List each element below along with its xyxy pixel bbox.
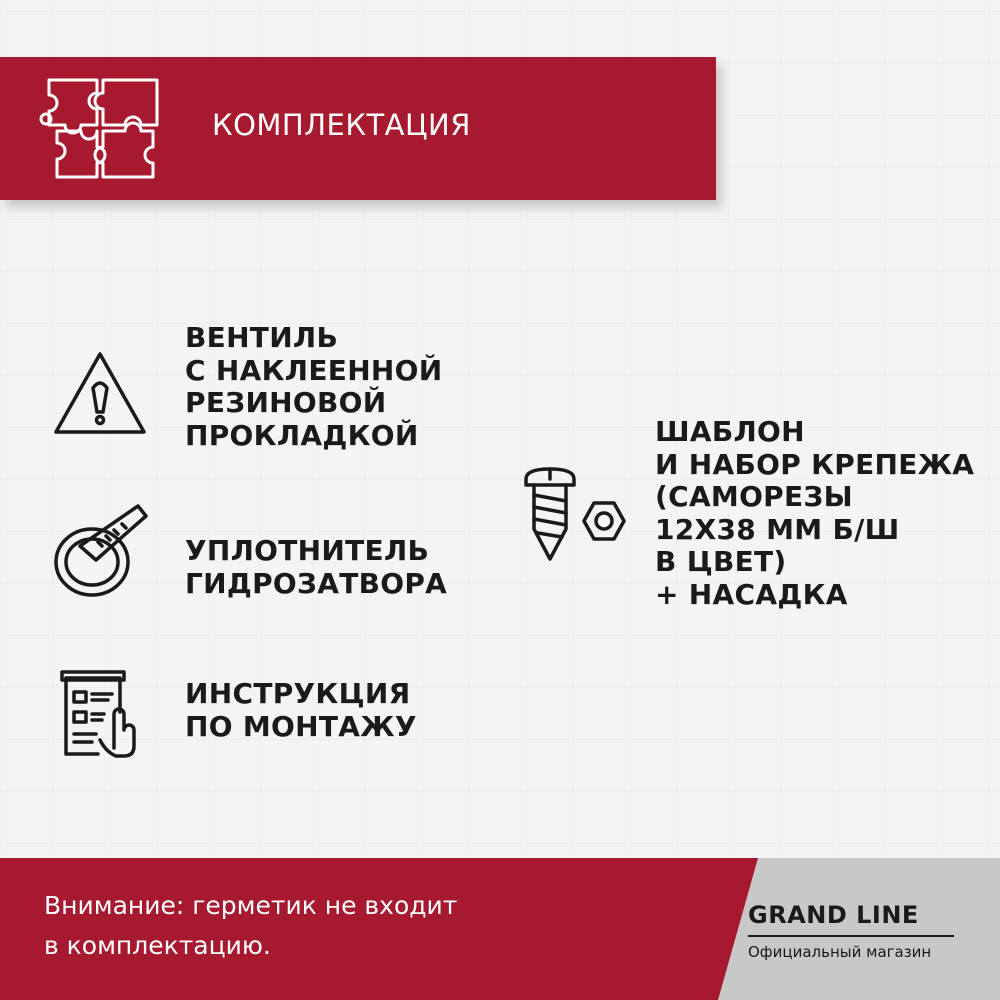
item-fasteners-text — [655, 416, 974, 611]
item-seal-text — [185, 535, 447, 600]
footer-note-line: Внимание: герметик не входит — [44, 891, 458, 920]
item-instruction-line: ПО МОНТАЖУ — [185, 709, 417, 743]
item-instruction-text — [185, 678, 417, 743]
item-valve-line: ПРОКЛАДКОЙ — [185, 418, 419, 452]
brand-underline — [748, 935, 954, 937]
item-seal-line: ГИДРОЗАТВОРА — [185, 566, 448, 600]
item-fasteners-line: (САМОРЕЗЫ — [655, 480, 853, 513]
item-valve-text — [185, 322, 443, 452]
item-fasteners-line: + НАСАДКА — [655, 577, 848, 611]
item-instruction-line: ИНСТРУКЦИЯ — [185, 677, 411, 710]
item-valve-line: ВЕНТИЛЬ — [185, 321, 339, 354]
item-seal-line: УПЛОТНИТЕЛЬ — [185, 534, 430, 567]
item-valve-line: С НАКЛЕЕННОЙ — [185, 353, 443, 387]
item-fasteners-line: 12Х38 ММ Б/Ш — [655, 512, 900, 546]
item-fasteners-line: В ЦВЕТ) — [655, 545, 787, 578]
instruction-document-icon — [58, 668, 140, 758]
warning-triangle-icon — [50, 348, 150, 440]
page-title: КОМПЛЕКТАЦИЯ — [212, 108, 471, 142]
sealing-ring-icon — [50, 502, 150, 602]
brand-subtitle: Официальный магазин — [748, 943, 932, 961]
footer-note-line: в комплектацию. — [44, 931, 271, 960]
brand-logo: GRAND LINE — [748, 901, 919, 929]
header-banner — [0, 57, 716, 200]
footer-note — [44, 886, 457, 966]
screw-and-nut-icon — [520, 463, 628, 563]
item-fasteners-line: ШАБЛОН — [655, 415, 805, 448]
puzzle-icon — [37, 77, 161, 181]
item-valve-line: РЕЗИНОВОЙ — [185, 386, 387, 419]
item-fasteners-line: И НАБОР КРЕПЕЖА — [655, 447, 975, 481]
footer-brand-panel — [718, 858, 1000, 1000]
